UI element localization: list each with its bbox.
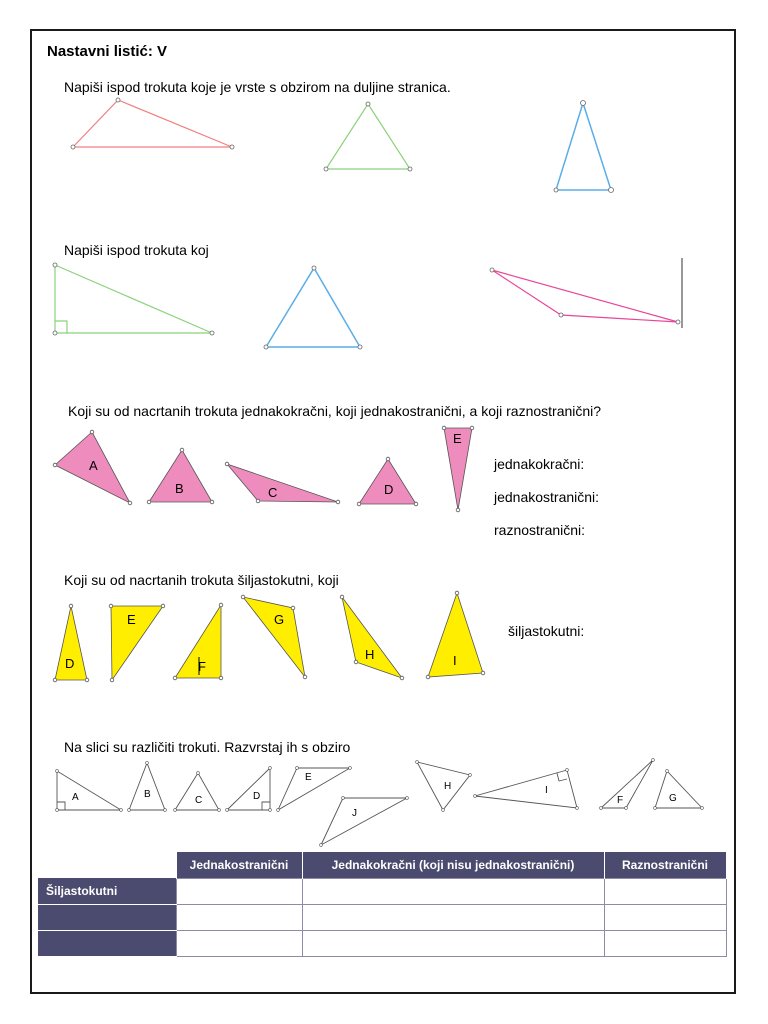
- outline-label-c: C: [195, 795, 203, 806]
- row-header: [38, 904, 176, 930]
- yellow-triangle-e: [111, 606, 163, 680]
- table-cell[interactable]: [176, 904, 302, 930]
- task2-triangles: [53, 258, 682, 349]
- task5-triangles: [57, 760, 702, 845]
- outline-triangle-g: [655, 771, 702, 808]
- triangle-blue-acute: [266, 268, 360, 347]
- table-cell[interactable]: [302, 878, 604, 904]
- triangle-magenta-obtuse: [492, 270, 678, 322]
- table-row: [38, 878, 726, 904]
- row-header-siljastokutni: Šiljastokutni: [38, 878, 176, 904]
- header-jednakokracni: Jednakokračni (koji nisu jednakostranični): [302, 852, 604, 878]
- pink-label-e: E: [453, 431, 462, 446]
- outline-triangle-j: [321, 798, 407, 845]
- pink-triangle-c: [227, 464, 338, 502]
- outline-triangle-i: [475, 770, 577, 808]
- triangle-red-scalene: [73, 100, 232, 147]
- task1-instruction: Napiši ispod trokuta koje je vrste s obzirom na duljine stranica.: [64, 79, 451, 95]
- pink-label-d: D: [384, 482, 394, 497]
- task5-instruction: Na slici su različiti trokuti. Razvrstaj ih s obziro: [64, 739, 351, 755]
- task2-instruction: Napiši ispod trokuta koj: [64, 242, 209, 258]
- task3-triangles: [53, 426, 474, 512]
- answer-raznostranicni: raznostranični:: [494, 522, 586, 538]
- outline-triangle-a: [57, 771, 121, 810]
- table-cell[interactable]: [176, 878, 302, 904]
- outline-label-a: A: [72, 792, 79, 803]
- answer-jednakokracni: jednakokračni:: [494, 456, 585, 472]
- table-header-row: [38, 852, 726, 878]
- worksheet-title: Nastavni listić: V: [47, 43, 168, 60]
- yellow-label-g: G: [274, 612, 285, 627]
- task3-instruction: Koji su od nacrtanih trokuta jednakokračni, koji jednakostranični, a koji raznostranični?: [68, 403, 602, 419]
- table-cell[interactable]: [604, 878, 726, 904]
- table-row: [38, 930, 726, 956]
- header-jednakostranicni: Jednakostranični: [176, 852, 302, 878]
- table-corner: [38, 852, 176, 878]
- outline-triangle-e: [278, 768, 350, 810]
- outline-label-j: J: [352, 808, 357, 819]
- yellow-triangle-h: [342, 597, 402, 678]
- answer-siljastokutni: šiljastokutni:: [508, 623, 585, 639]
- outline-label-b: B: [144, 789, 151, 800]
- task1-triangles: [71, 98, 614, 193]
- answer-jednakostranicni: jednakostranični:: [494, 489, 600, 505]
- table-cell[interactable]: [604, 904, 726, 930]
- outline-label-i: I: [545, 785, 548, 796]
- outline-triangle-f: [601, 760, 653, 808]
- yellow-label-d: D: [65, 656, 75, 671]
- outline-label-e: E: [305, 772, 312, 783]
- outline-label-g: G: [669, 793, 677, 804]
- header-raznostranicni: Raznostranični: [604, 852, 726, 878]
- triangle-green-right: [55, 265, 212, 333]
- pink-label-a: A: [89, 458, 98, 473]
- pink-label-b: B: [175, 481, 184, 496]
- table-cell[interactable]: [302, 904, 604, 930]
- triangle-blue-isosceles: [556, 103, 611, 190]
- outline-label-h: H: [444, 781, 452, 792]
- yellow-triangle-g: [243, 597, 305, 677]
- classification-table: [38, 852, 727, 957]
- table-row: [38, 904, 726, 930]
- outline-triangle-b: [129, 763, 165, 810]
- pink-label-c: C: [268, 485, 278, 500]
- task4-triangles: [53, 591, 485, 682]
- yellow-label-h: H: [365, 647, 375, 662]
- triangle-green-equilateral: [326, 104, 410, 169]
- table-cell[interactable]: [302, 930, 604, 956]
- outline-triangle-d: [227, 768, 270, 810]
- yellow-label-i: I: [453, 653, 457, 668]
- yellow-label-f: F: [198, 659, 206, 674]
- outline-label-d: D: [253, 791, 261, 802]
- yellow-label-e: E: [127, 612, 136, 627]
- table-cell[interactable]: [176, 930, 302, 956]
- outline-label-f: F: [617, 795, 624, 806]
- table-cell[interactable]: [604, 930, 726, 956]
- row-header: [38, 930, 176, 956]
- task4-instruction: Koji su od nacrtanih trokuta šiljastokutni, koji: [64, 572, 339, 588]
